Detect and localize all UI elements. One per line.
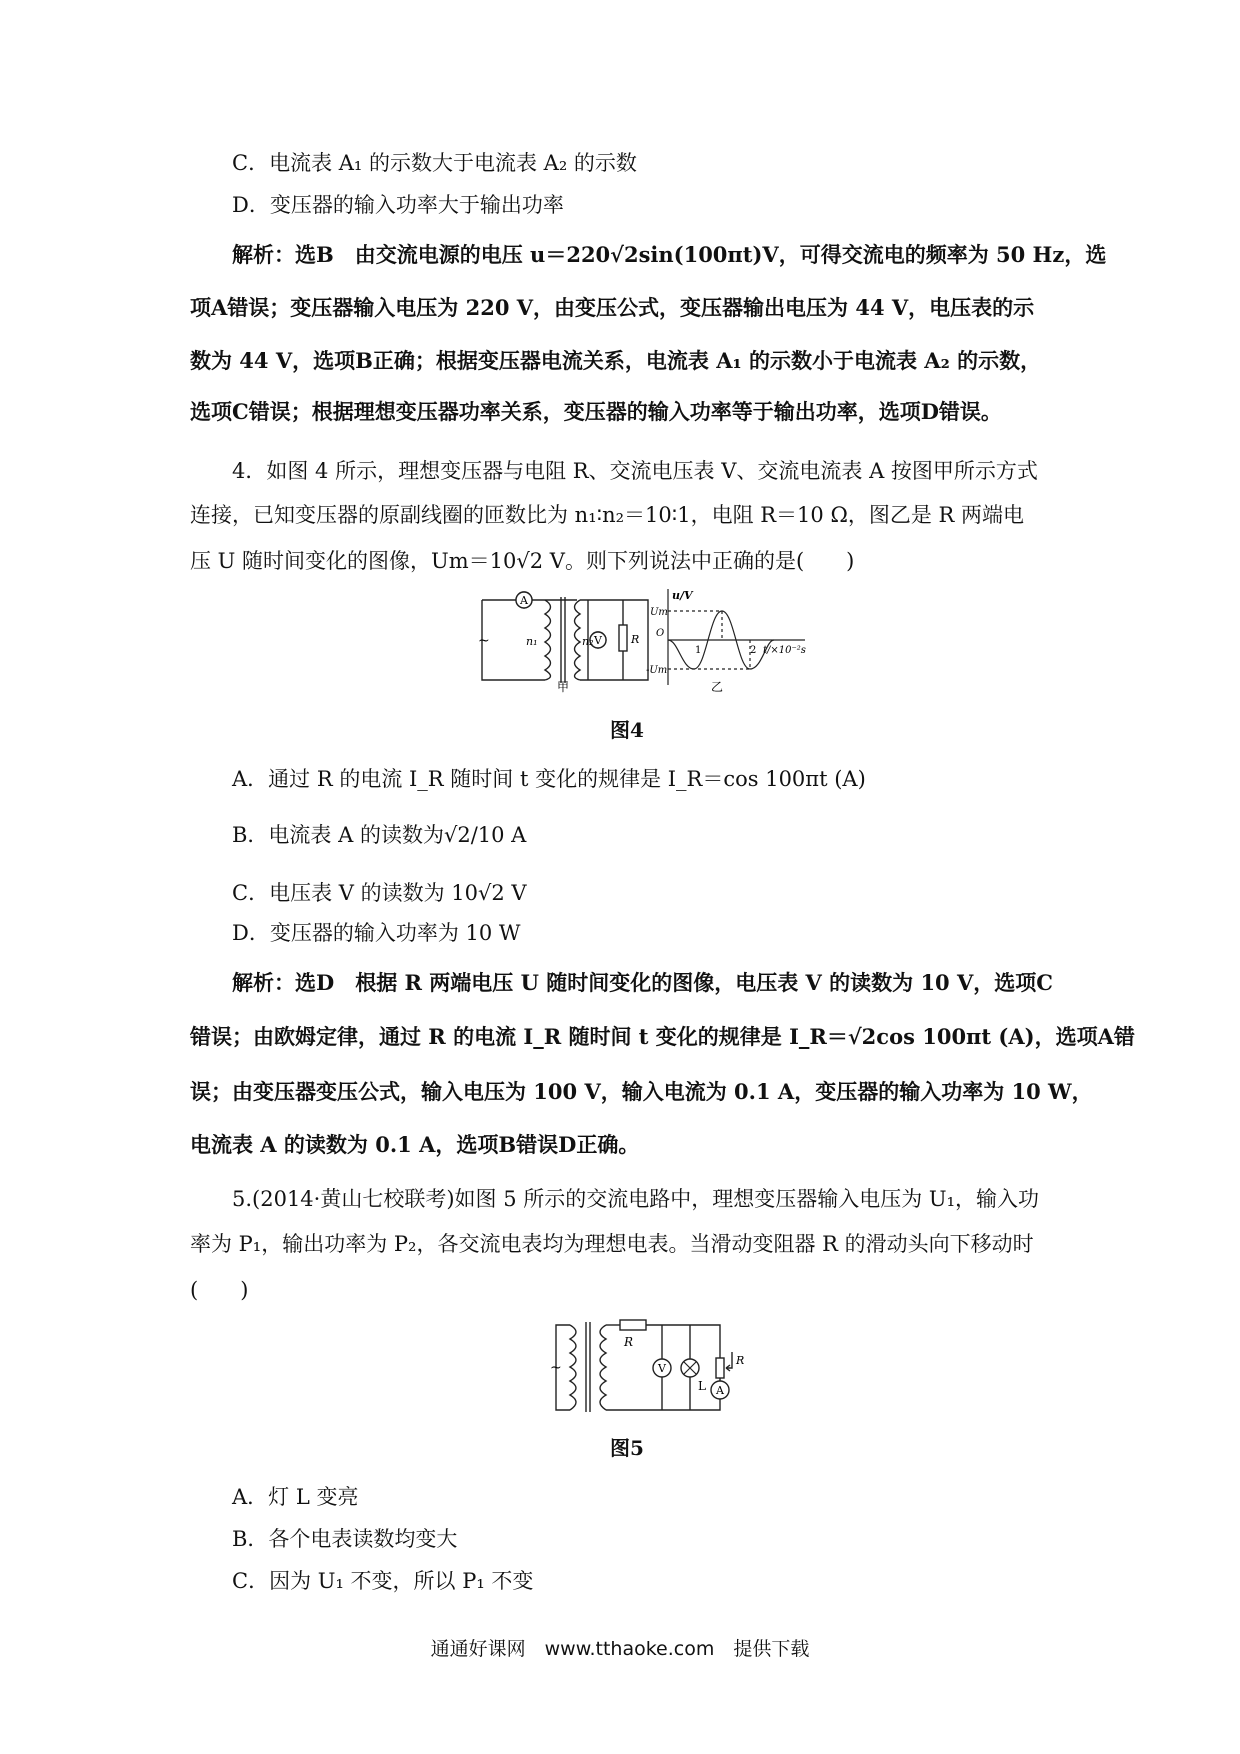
fig5-top-resistor-label: R [624, 1335, 634, 1349]
fig4-graph-tick-2: 2 [750, 645, 757, 656]
q4-stem-line-3: 压 U 随时间变化的图像，Um＝10√2 V。则下列说法中正确的是( ) [190, 549, 855, 573]
q5-stem-line-1: 5.(2014·黄山七校联考)如图 5 所示的交流电路中，理想变压器输入电压为 U₁，输入功 [232, 1187, 1040, 1211]
figure-4 [470, 585, 820, 695]
page-footer: 通通好课网 www.tthaoke.com 提供下载 [430, 1638, 810, 1660]
fig4-graph-origin-label: O [656, 628, 665, 639]
q4-option-b: B．电流表 A 的读数为√2/10 A [232, 823, 527, 847]
q5-stem-line-2: 率为 P₁，输出功率为 P₂，各交流电表均为理想电表。当滑动变阻器 R 的滑动头向下移动时 [190, 1232, 1034, 1256]
fig5-ammeter-label: A [716, 1384, 724, 1397]
fig4-graph-um-label: Um [650, 607, 668, 618]
figure-5-caption: 图5 [610, 1436, 644, 1460]
fig4-graph-neg-um-label: -Um [646, 665, 668, 676]
q4-stem-line-1: 4．如图 4 所示，理想变压器与电阻 R、交流电压表 V、交流电流表 A 按图甲所示方式 [232, 459, 1038, 483]
fig4-graph-tick-1: 1 [695, 645, 702, 656]
q3-analysis-line-2: 项A错误；变压器输入电压为 220 V，由变压公式，变压器输出电压为 44 V，电压表的示 [190, 295, 1035, 320]
fig5-source-label: ~ [550, 1360, 562, 1376]
fig4-source-label: ~ [478, 633, 490, 649]
fig4-resistor-label: R [631, 633, 640, 646]
q3-analysis-line-1: 解析：选B 由交流电源的电压 u＝220√2sin(100πt)V，可得交流电的频率为 50 Hz，选 [232, 242, 1107, 267]
fig5-variable-resistor-label: R [736, 1354, 745, 1367]
fig4-yi-label: 乙 [711, 680, 724, 694]
q4-stem-line-2: 连接，已知变压器的原副线圈的匝数比为 n₁∶n₂＝10∶1，电阻 R＝10 Ω，图乙是 R 两端电 [190, 503, 1025, 527]
q4-option-c: C．电压表 V 的读数为 10√2 V [232, 881, 527, 905]
q5-stem-line-3: ( ) [190, 1278, 249, 1302]
q3-analysis-line-3: 数为 44 V，选项B正确；根据变压器电流关系，电流表 A₁ 的示数小于电流表 A₂ 的示数， [190, 348, 1042, 373]
q5-option-b: B．各个电表读数均变大 [232, 1527, 458, 1551]
figure-5 [540, 1310, 760, 1420]
fig4-graph-y-axis-label: u/V [672, 589, 693, 602]
q4-analysis-line-3: 误；由变压器变压公式，输入电压为 100 V，输入电流为 0.1 A，变压器的输入功率为 10 W， [190, 1079, 1093, 1104]
q5-option-a: A．灯 L 变亮 [232, 1485, 359, 1509]
fig4-graph-x-axis-label: t/×10⁻²s [763, 645, 806, 656]
fig5-lamp-label: L [698, 1379, 706, 1393]
q4-option-a: A．通过 R 的电流 I_R 随时间 t 变化的规律是 I_R＝cos 100πt (A) [232, 767, 866, 791]
q4-analysis-line-2: 错误；由欧姆定律，通过 R 的电流 I_R 随时间 t 变化的规律是 I_R＝√2cos 100πt (A)，选项A错 [190, 1024, 1135, 1049]
q5-option-c: C．因为 U₁ 不变，所以 P₁ 不变 [232, 1569, 534, 1593]
q4-analysis-line-4: 电流表 A 的读数为 0.1 A，选项B错误D正确。 [190, 1132, 640, 1157]
fig4-n2-label: n₂ [582, 635, 594, 648]
q3-option-c: C．电流表 A₁ 的示数大于电流表 A₂ 的示数 [232, 151, 637, 175]
q3-analysis-line-4: 选项C错误；根据理想变压器功率关系，变压器的输入功率等于输出功率，选项D错误。 [190, 399, 1002, 424]
q4-option-d: D．变压器的输入功率为 10 W [232, 921, 521, 945]
fig4-jia-label: 甲 [557, 680, 570, 694]
fig4-voltmeter-label: V [594, 634, 602, 647]
fig4-n1-label: n₁ [526, 635, 538, 648]
figure-4-caption: 图4 [610, 718, 644, 742]
q3-option-d: D．变压器的输入功率大于输出功率 [232, 193, 564, 217]
fig5-voltmeter-label: V [658, 1362, 666, 1375]
fig4-ammeter-label: A [520, 594, 528, 607]
q4-analysis-line-1: 解析：选D 根据 R 两端电压 U 随时间变化的图像，电压表 V 的读数为 10 V，选项C [232, 970, 1053, 995]
